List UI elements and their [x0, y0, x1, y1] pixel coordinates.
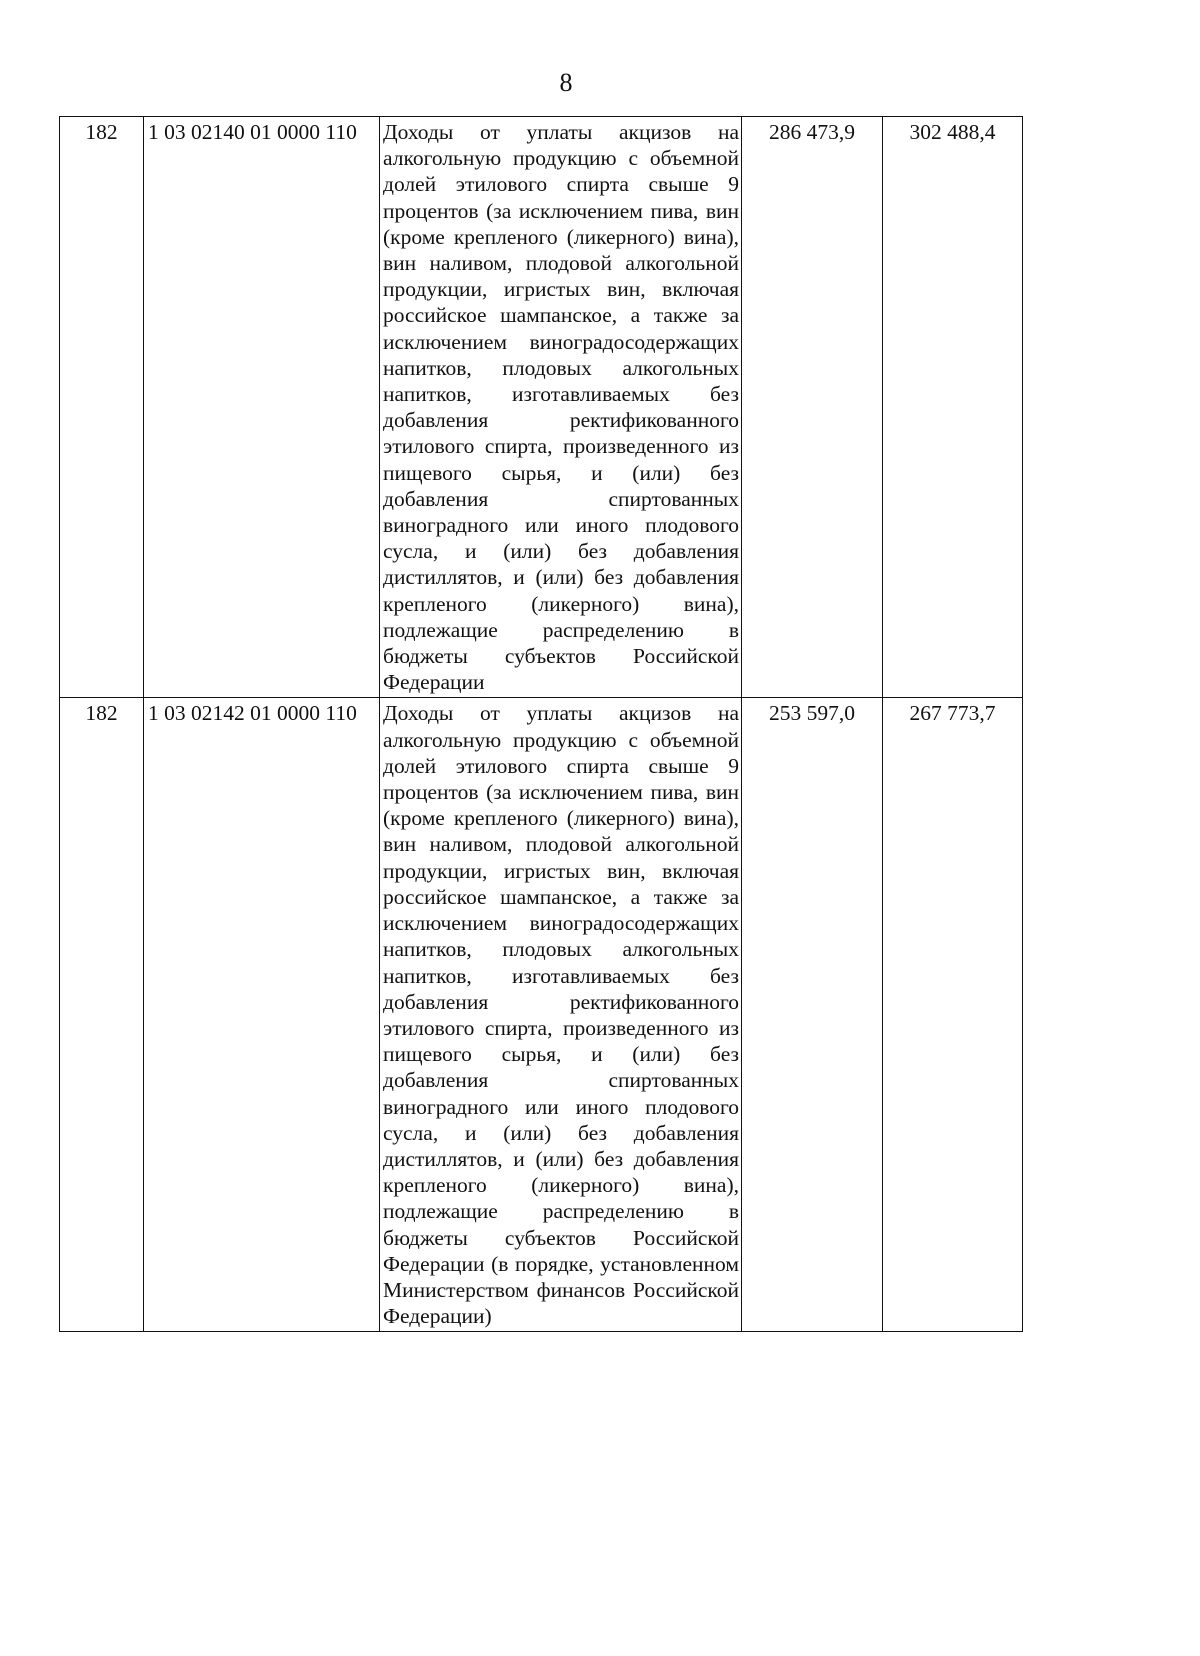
table-row — [60, 117, 1023, 698]
table-row — [60, 698, 1023, 1332]
revenue-table — [59, 116, 1023, 1332]
amount-year-2-cell: 302 488,4 — [883, 117, 1023, 698]
admin-code-cell: 182 — [60, 698, 144, 1332]
kbk-code-cell: 1 03 02142 01 0000 110 — [144, 698, 380, 1332]
amount-year-2-cell: 267 773,7 — [883, 698, 1023, 1332]
amount-year-1-cell: 253 597,0 — [742, 698, 883, 1332]
page-number: 8 — [559, 68, 573, 97]
kbk-code-cell: 1 03 02140 01 0000 110 — [144, 117, 380, 698]
description-cell: Доходы от уплаты акцизов на алкогольную продукцию с объемной долей этилового спирта свыше 9 процентов (за исключением пива, вин (кроме крепленого (ликерного) вина), вин наливом, плодовой алкогольной продукции, игристых вин, включая российское шампанское, а также за исключением виноградосодержащих напитков, плодовых алкогольных напитков, изготавливаемых без добавления ректификованного этилового спирта, произведенного из пищевого сырья, и (или) без добавления спиртованных виноградного или иного плодового сусла, и (или) без добавления дистиллятов, и (или) без добавления крепленого (ликерного) вина), подлежащие распределению в бюджеты субъектов Российской Федерации (в порядке, установленном Министерством финансов Российской Федерации) — [380, 698, 742, 1332]
admin-code-cell: 182 — [60, 117, 144, 698]
description-cell: Доходы от уплаты акцизов на алкогольную продукцию с объемной долей этилового спирта свыше 9 процентов (за исключением пива, вин (кроме крепленого (ликерного) вина), вин наливом, плодовой алкогольной продукции, игристых вин, включая российское шампанское, а также за исключением виноградосодержащих напитков, плодовых алкогольных напитков, изготавливаемых без добавления ректификованного этилового спирта, произведенного из пищевого сырья, и (или) без добавления спиртованных виноградного или иного плодового сусла, и (или) без добавления дистиллятов, и (или) без добавления крепленого (ликерного) вина), подлежащие распределению в бюджеты субъектов Российской Федерации — [380, 117, 742, 698]
amount-year-1-cell: 286 473,9 — [742, 117, 883, 698]
